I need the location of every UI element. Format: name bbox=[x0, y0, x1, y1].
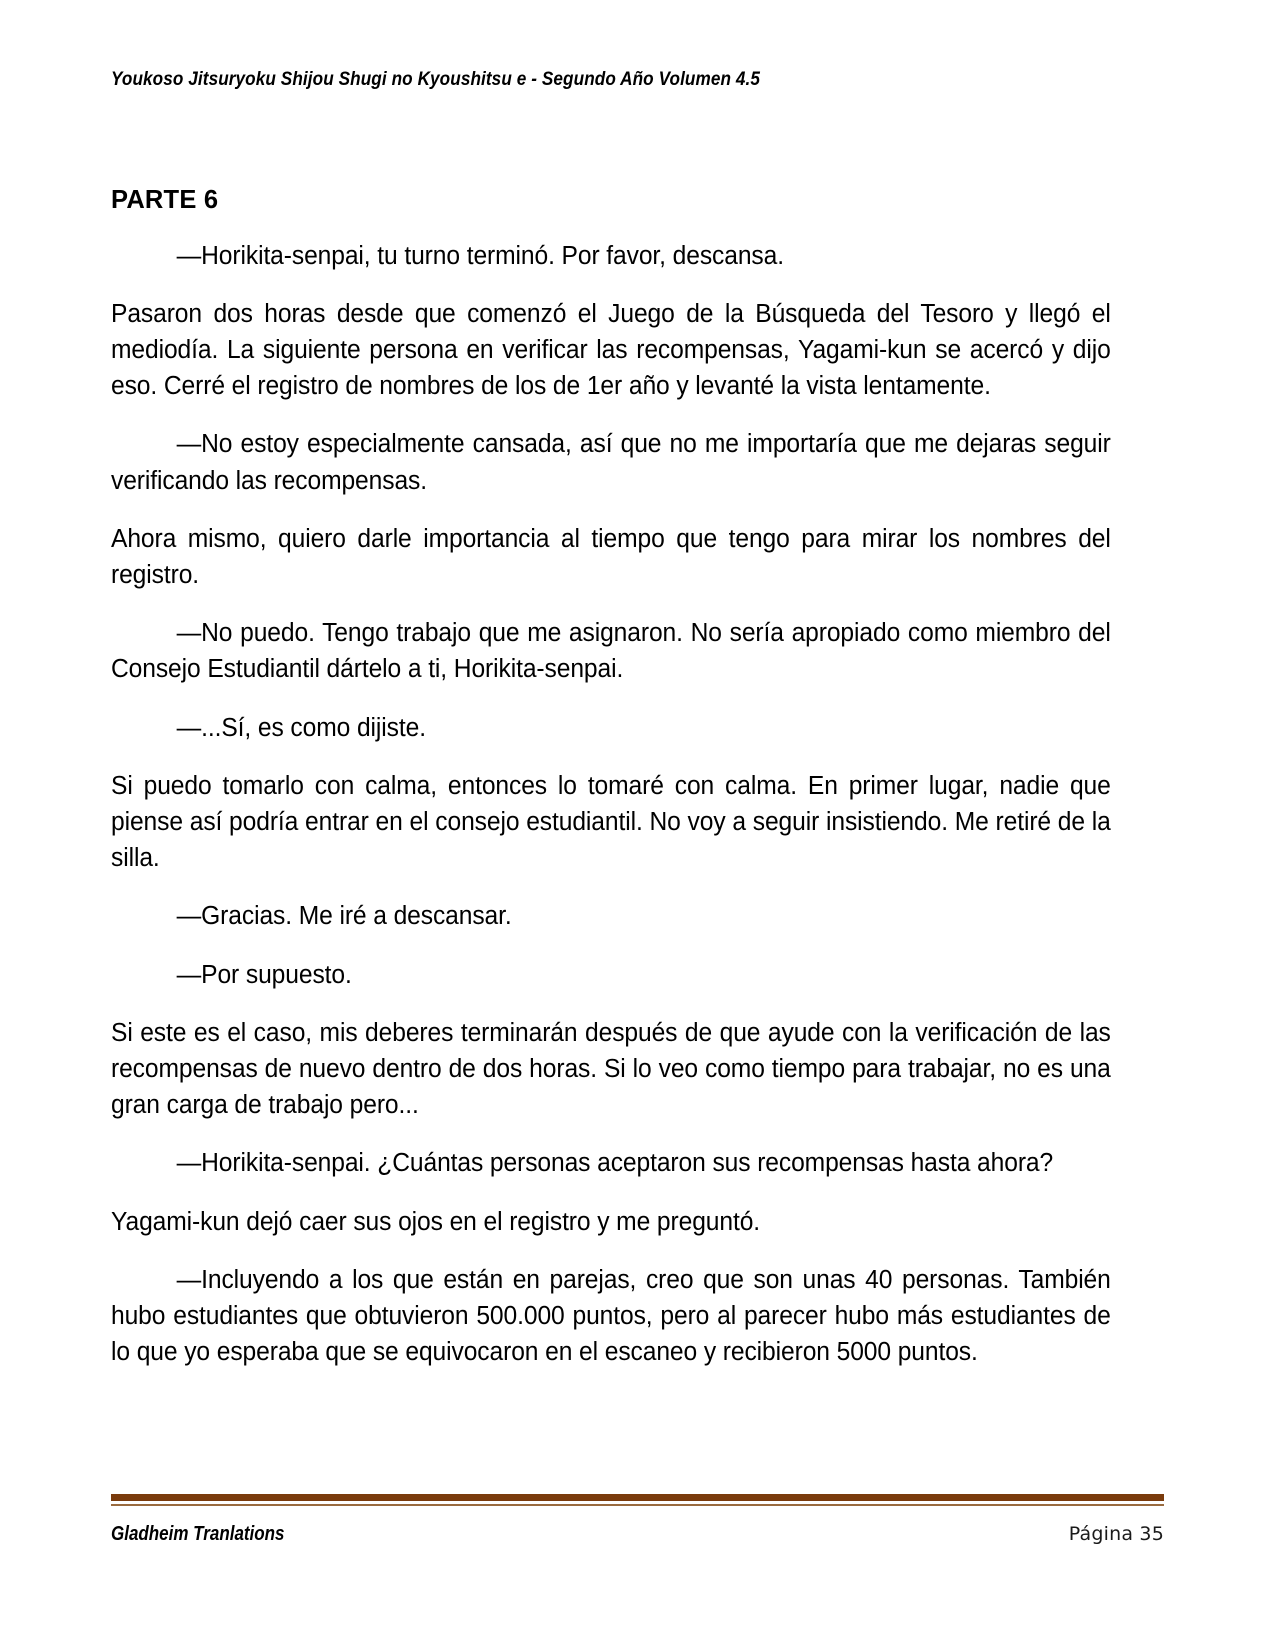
paragraph-dialogue: —Gracias. Me iré a descansar. bbox=[176, 902, 512, 931]
header-title: Youkoso Jitsuryoku Shijou Shugi no Kyoushitsu e - Segundo Año Volumen 4.5 bbox=[111, 68, 761, 90]
footer-row bbox=[111, 1523, 1164, 1546]
footer-divider-thick bbox=[111, 1494, 1164, 1501]
part-heading: PARTE 6 bbox=[111, 186, 219, 214]
paragraph-dialogue: —No puedo. Tengo trabajo que me asignaron. No sería apropiado como miembro del Consejo Estudiantil dártelo a ti, Horikita-senpai. bbox=[111, 619, 1111, 684]
footer-brand-label: Gladheim Tranlations bbox=[111, 1523, 285, 1545]
paragraph-dialogue: —Por supuesto. bbox=[176, 960, 352, 989]
paragraph-dialogue: —Horikita-senpai. ¿Cuántas personas aceptaron sus recompensas hasta ahora? bbox=[176, 1149, 1054, 1178]
paragraph-narration: Ahora mismo, quiero darle importancia al tiempo que tengo para mirar los nombres del registro. bbox=[111, 524, 1111, 590]
paragraph-narration: Si puedo tomarlo con calma, entonces lo tomaré con calma. En primer lugar, nadie que piense así podría entrar en el consejo estudiantil. No voy a seguir insistiendo. Me retiré de la silla. bbox=[111, 771, 1111, 873]
paragraph-dialogue: —...Sí, es como dijiste. bbox=[176, 713, 426, 742]
paragraph-dialogue: —Incluyendo a los que están en parejas, creo que son unas 40 personas. También hubo estudiantes que obtuvieron 500.000 puntos, pero al parecer hubo más estudiantes de lo que yo esperaba que se equivocaron en el escaneo y recibieron 5000 puntos. bbox=[111, 1265, 1111, 1367]
page-footer bbox=[111, 1494, 1164, 1546]
paragraph-narration: Pasaron dos horas desde que comenzó el Juego de la Búsqueda del Tesoro y llegó el mediodía. La siguiente persona en verificar las recompensas, Yagami-kun se acercó y dijo eso. Cerré el registro de nombres de los de 1er año y levanté la vista lentamente. bbox=[111, 299, 1111, 401]
paragraph-narration: Si este es el caso, mis deberes terminarán después de que ayude con la verificación de las recompensas de nuevo dentro de dos horas. Si lo veo como tiempo para trabajar, no es una gran carga de trabajo pero... bbox=[111, 1018, 1111, 1120]
paragraph-dialogue: —No estoy especialmente cansada, así que no me importaría que me dejaras seguir verificando las recompensas. bbox=[111, 430, 1111, 495]
paragraph-dialogue: —Horikita-senpai, tu turno terminó. Por favor, descansa. bbox=[176, 241, 784, 270]
paragraph-narration: Yagami-kun dejó caer sus ojos en el registro y me preguntó. bbox=[111, 1207, 761, 1236]
page-header bbox=[111, 68, 1164, 91]
footer-page-number: Página 35 bbox=[1068, 1523, 1164, 1545]
footer-divider-thin bbox=[111, 1504, 1164, 1506]
page-content bbox=[111, 185, 1111, 1392]
